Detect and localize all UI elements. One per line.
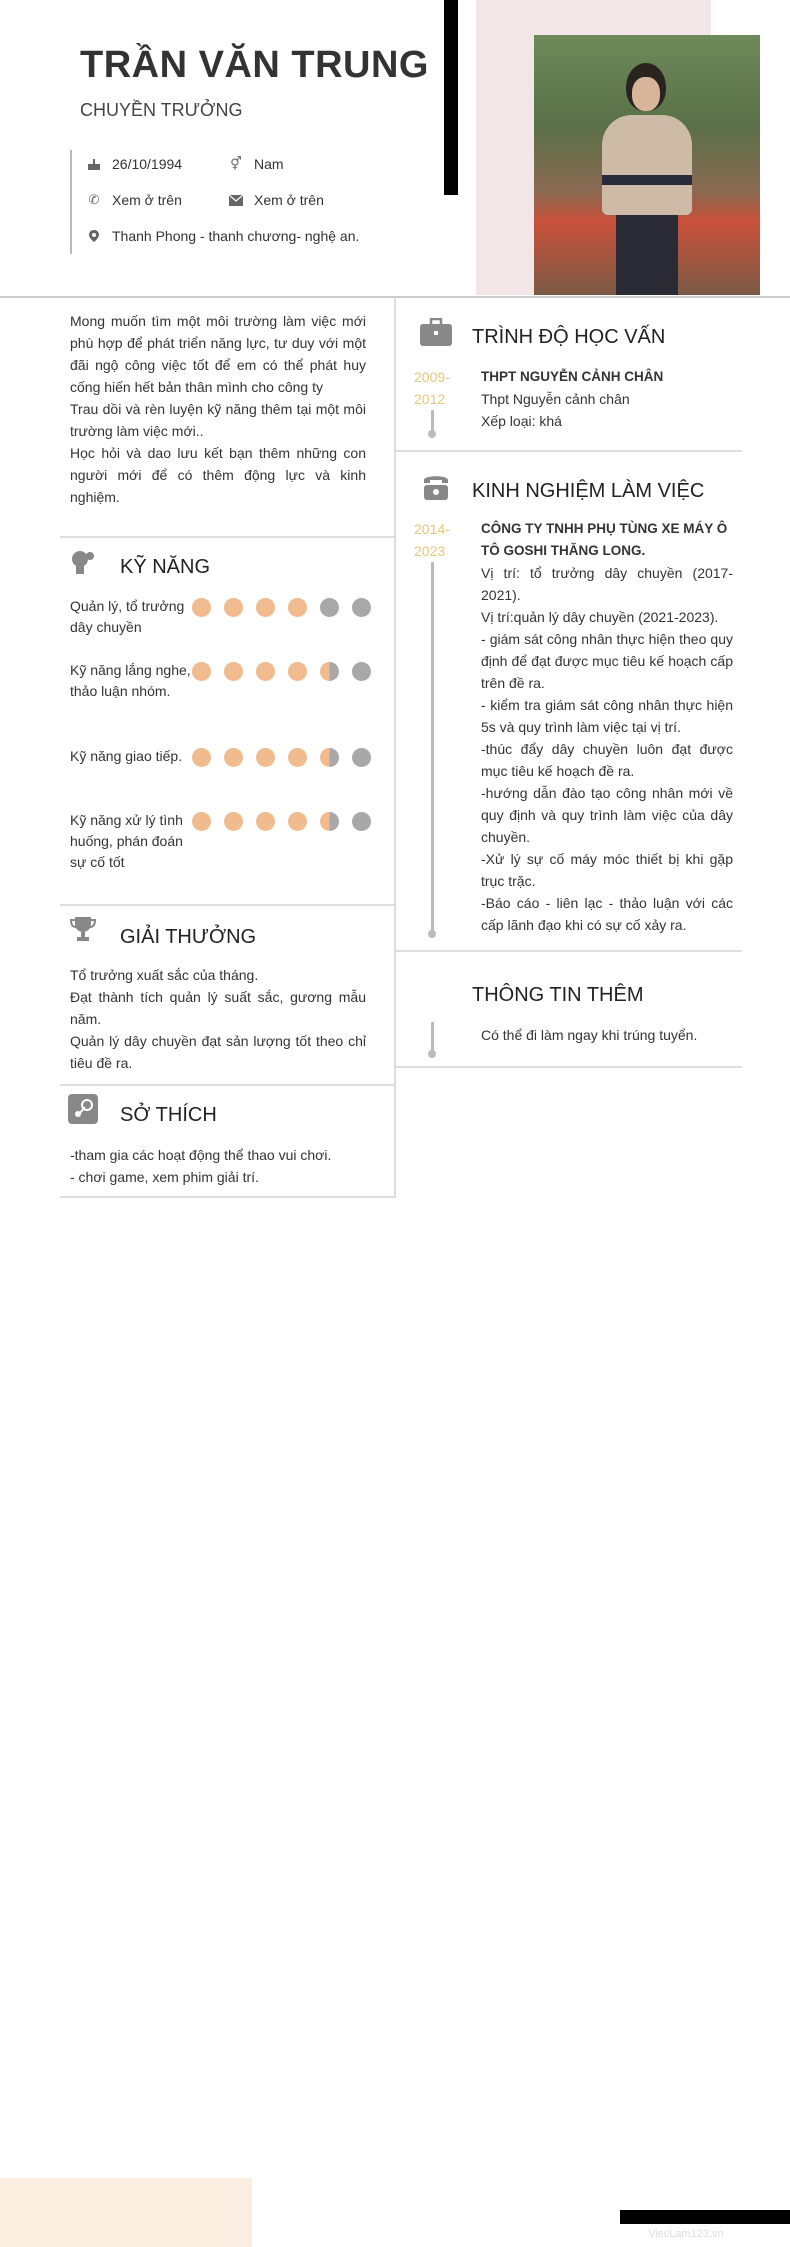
- rating-dot: [352, 812, 371, 831]
- envelope-icon: [228, 192, 244, 208]
- experience-line: - giám sát công nhân thực hiện theo quy định để đạt được mục tiêu kế hoạch cấp trên đề ra.: [481, 631, 733, 691]
- school-name: THPT NGUYỄN CẢNH CHÂN: [481, 369, 664, 384]
- rating-dot: [320, 662, 339, 681]
- section-divider: [60, 1196, 394, 1198]
- objective-line: Học hỏi và dao lưu kết bạn thêm những con người mới để có thêm động lực và kinh nghiệm.: [70, 445, 366, 505]
- trophy-icon: [68, 914, 98, 944]
- awards-title: GIẢI THƯỞNG: [120, 926, 257, 948]
- rating-dot: [192, 662, 211, 681]
- skill-rating: [192, 598, 371, 617]
- watermark: ViecLam123.vn: [648, 2228, 724, 2240]
- skills-title: KỸ NĂNG: [120, 556, 211, 578]
- experience-line: - kiểm tra giám sát công nhân thực hiện 5s và quy trình làm việc tại vị trí.: [481, 697, 733, 735]
- rating-dot: [288, 662, 307, 681]
- rating-dot: [288, 598, 307, 617]
- rating-dot: [320, 748, 339, 767]
- timeline-line: [431, 1022, 434, 1052]
- experience-title: KINH NGHIỆM LÀM VIỆC: [472, 480, 705, 502]
- education-year-end: 2012: [414, 391, 446, 407]
- gender-item: [228, 156, 284, 172]
- rating-dot: [256, 598, 275, 617]
- job-title: CHUYỀN TRƯỞNG: [80, 100, 243, 120]
- company-name: CÔNG TY TNHH PHỤ TÙNG XE MÁY Ô TÔ GOSHI THĂNG LONG.: [481, 521, 728, 558]
- hobby-line: -tham gia các hoạt động thể thao vui chơi.: [70, 1147, 332, 1163]
- school-detail: Thpt Nguyễn cảnh chân: [481, 391, 630, 407]
- timeline-dot: [428, 1050, 436, 1058]
- contact-info: [70, 150, 430, 254]
- skill-name: Kỹ năng xử lý tình huống, phán đoán sự cố tốt: [70, 812, 183, 870]
- section-divider: [396, 950, 742, 952]
- profile-photo: [534, 35, 760, 295]
- experience-line: -Xử lý sự cố máy móc thiết bị khi gặp trục trặc.: [481, 851, 733, 889]
- objective-line: Trau dồi và rèn luyện kỹ năng thêm tại một môi trường làm việc mới..: [70, 401, 366, 439]
- column-divider: [394, 298, 396, 1198]
- address-value: Thanh Phong - thanh chương- nghệ an.: [112, 228, 360, 244]
- timeline-line: [431, 562, 434, 932]
- skill-rating: [192, 812, 371, 831]
- hobby-line: - chơi game, xem phim giải trí.: [70, 1169, 259, 1185]
- experience-line: -hướng dẫn đào tạo công nhân mới về quy định và quy trình làm việc của dây chuyền.: [481, 785, 733, 845]
- address-item: [86, 228, 359, 244]
- rating-dot: [256, 748, 275, 767]
- steam-icon: [68, 1094, 98, 1124]
- birthday-item: [86, 156, 182, 172]
- experience-year-end: 2023: [414, 543, 446, 559]
- briefcase-icon: [420, 318, 450, 348]
- skill-rating: [192, 662, 371, 681]
- skill-rating: [192, 748, 371, 767]
- section-divider: [396, 450, 742, 452]
- rating-dot: [224, 662, 243, 681]
- email-item: [228, 192, 324, 208]
- map-pin-icon: [86, 228, 102, 244]
- skill-name: Kỹ năng lắng nghe, thảo luận nhóm.: [70, 662, 191, 699]
- more-info-text: Có thể đi làm ngay khi trúng tuyển.: [481, 1027, 698, 1043]
- award-line: Đạt thành tích quản lý suất sắc, gương mẫu năm.: [70, 989, 366, 1027]
- rating-dot: [256, 662, 275, 681]
- rating-dot: [224, 748, 243, 767]
- experience-line: Vị trí:quản lý dây chuyền (2021-2023).: [481, 609, 719, 625]
- skills-icon: [68, 548, 98, 578]
- experience-line: Vị trí: tổ trưởng dây chuyền (2017-2021).: [481, 565, 733, 603]
- footer-decoration: [0, 2178, 252, 2247]
- phone-value: Xem ở trên: [112, 192, 182, 208]
- rating-dot: [320, 812, 339, 831]
- school-grade: Xếp loại: khá: [481, 413, 562, 429]
- header-accent-bar: [444, 0, 458, 195]
- rating-dot: [352, 748, 371, 767]
- email-value: Xem ở trên: [254, 192, 324, 208]
- footer-accent-bar: [620, 2210, 790, 2224]
- objective-line: Mong muốn tìm một môi trường làm việc mới phù hợp để phát triển năng lực, tư duy với một đãi ngộ công việc tốt để em có thể phát huy cống hiến hết bản thân mình cho công ty: [70, 313, 366, 395]
- cake-icon: [86, 156, 102, 172]
- skill-name: Quản lý, tổ trưởng dây chuyền: [70, 598, 185, 635]
- experience-year-start: 2014-: [414, 521, 450, 537]
- rating-dot: [288, 812, 307, 831]
- section-divider: [60, 904, 394, 906]
- rating-dot: [352, 598, 371, 617]
- rating-dot: [192, 812, 211, 831]
- hobbies-title: SỞ THÍCH: [120, 1104, 217, 1126]
- rating-dot: [224, 812, 243, 831]
- section-divider: [396, 1066, 742, 1068]
- award-line: Quản lý dây chuyền đạt sản lượng tốt theo chỉ tiêu đề ra.: [70, 1033, 366, 1071]
- experience-line: -Báo cáo - liên lạc - thảo luận với các cấp lãnh đạo khi có sự cố xảy ra.: [481, 895, 733, 933]
- phone-icon: ✆: [88, 192, 100, 207]
- awards-list: [70, 964, 366, 1074]
- rating-dot: [224, 598, 243, 617]
- section-divider: [60, 1084, 394, 1086]
- rating-dot: [192, 748, 211, 767]
- education-year-start: 2009-: [414, 369, 450, 385]
- candidate-name: TRẦN VĂN TRUNG: [80, 44, 429, 86]
- gender-icon: ⚥: [230, 156, 242, 171]
- rating-dot: [320, 598, 339, 617]
- more-info-title: THÔNG TIN THÊM: [472, 984, 644, 1006]
- hobbies-list: [70, 1144, 366, 1188]
- timeline-dot: [428, 930, 436, 938]
- skill-name: Kỹ năng giao tiếp.: [70, 748, 183, 764]
- timeline-dot: [428, 430, 436, 438]
- experience-details: [481, 562, 733, 936]
- education-title: TRÌNH ĐỘ HỌC VẤN: [472, 326, 666, 348]
- gender-value: Nam: [254, 156, 284, 172]
- rating-dot: [256, 812, 275, 831]
- phone-item: [86, 192, 182, 208]
- rating-dot: [352, 662, 371, 681]
- birthday-value: 26/10/1994: [112, 156, 183, 172]
- career-objective: [70, 310, 366, 508]
- section-divider: [60, 536, 394, 538]
- phone-briefcase-icon: [420, 472, 450, 502]
- experience-line: -thúc đẩy dây chuyền luôn đạt được mục tiêu kế hoạch đề ra.: [481, 741, 733, 779]
- award-line: Tổ trưởng xuất sắc của tháng.: [70, 967, 259, 983]
- rating-dot: [192, 598, 211, 617]
- rating-dot: [288, 748, 307, 767]
- timeline-line: [431, 410, 434, 432]
